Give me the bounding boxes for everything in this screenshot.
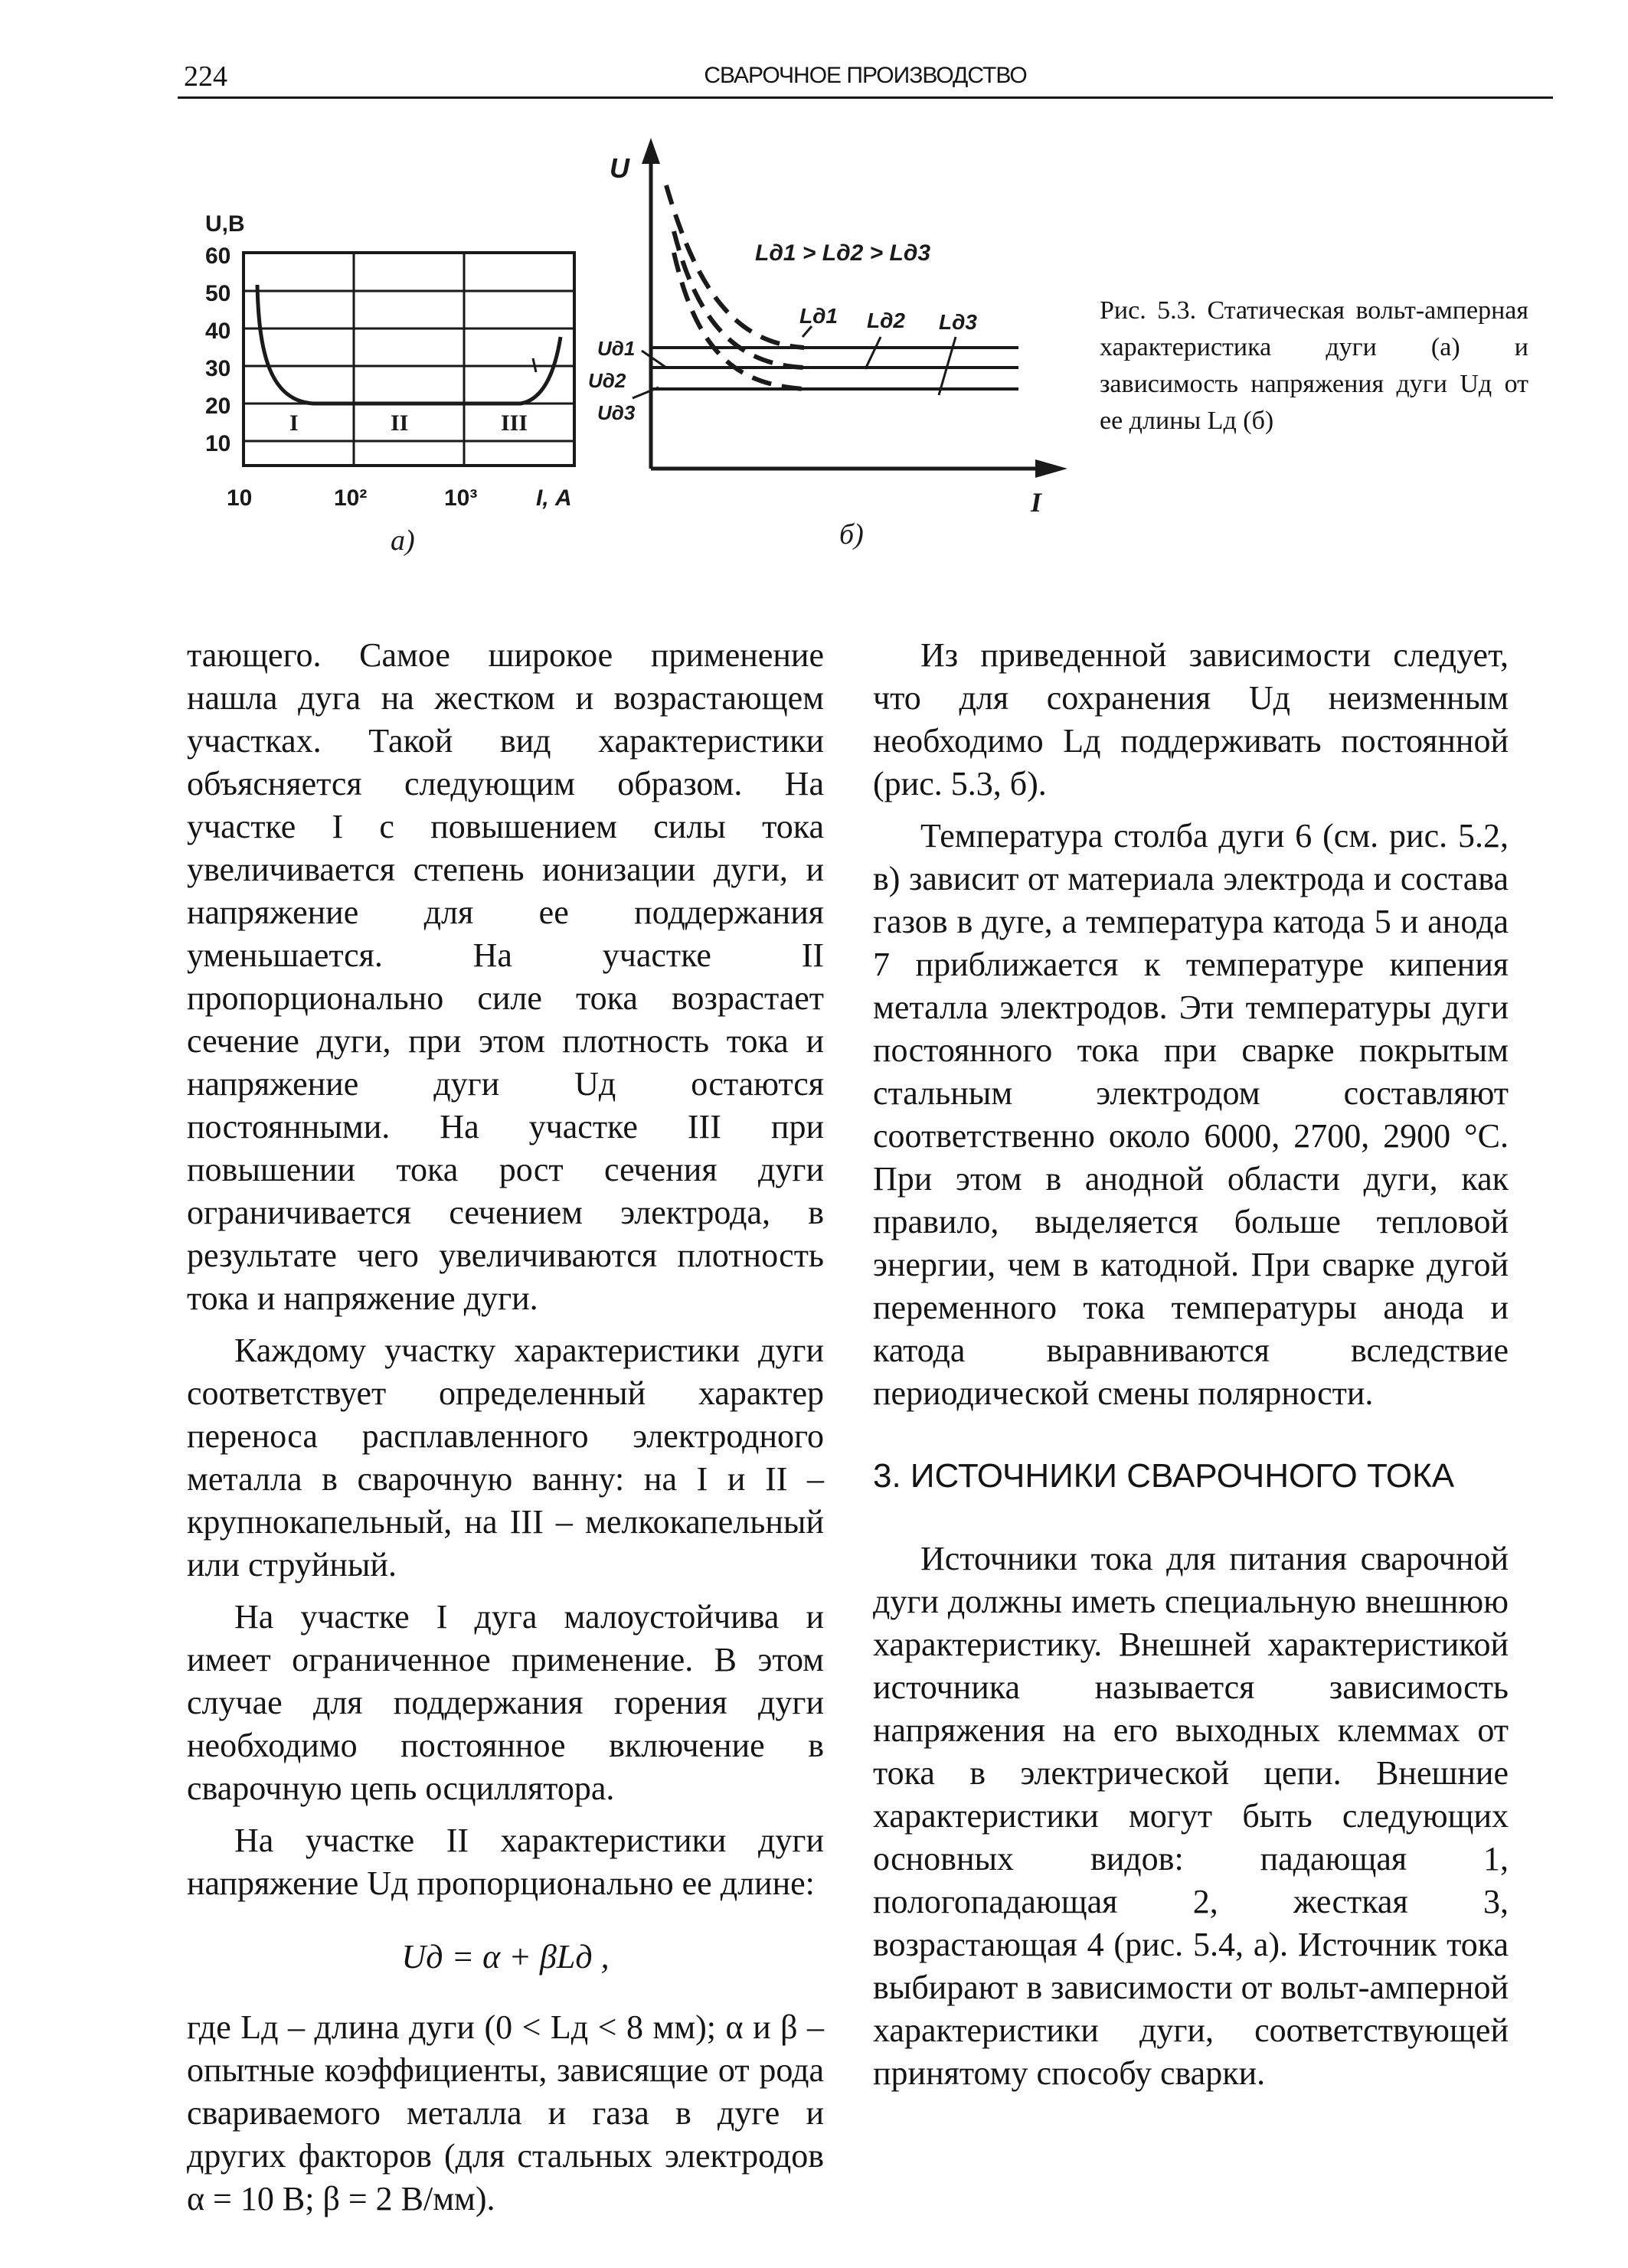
figure-caption: Рис. 5.3. Статическая вольт-амперная характеристика дуги (а) и зависимость напряжения дуги Uд от ее длины Lд (б): [1100, 296, 1528, 435]
panel-b-sublabel: б): [839, 518, 864, 551]
curve-label: Lд3: [939, 310, 977, 334]
curve-label: Lд1: [799, 304, 838, 328]
region-label: I: [289, 410, 299, 436]
level-label: Uд3: [597, 401, 636, 424]
leader-line: [642, 351, 666, 368]
y-axis-arrow: [642, 138, 660, 164]
paragraph: Температура столба дуги 6 (см. рис. 5.2, в) зависит от материала электрода и состава газов в дуге, а температура катода 5 и анода 7 приближается к температуре кипения металла электродов. Эти температуры дуги постоянного тока при сварке покрытым стальным электродом составляют соответственно около 6000, 2700, 2900 °С. При этом в анодной области дуги, как правило, выделяется больше тепловой энергии, чем в катодной. При сварке дугой переменного тока температуры анода и катода выравниваются вследствие периодической смены полярности.: [873, 817, 1509, 1412]
region-label: III: [501, 410, 528, 436]
y-tick: 50: [205, 281, 231, 306]
section-heading: 3. ИСТОЧНИКИ СВАРОЧНОГО ТОКА: [873, 1457, 1455, 1495]
y-tick: 30: [205, 356, 231, 381]
panel-b-labels: [588, 152, 1043, 518]
y-tick: 20: [205, 394, 231, 419]
relation-label: Lд1 > Lд2 > Lд3: [755, 240, 931, 266]
tick-mark: [533, 358, 536, 372]
level-label: Uд1: [597, 337, 636, 360]
panel-a-sublabel: а): [391, 525, 415, 557]
panel-b-x-label: I: [1031, 487, 1042, 518]
leader-line: [633, 387, 659, 398]
panel-a-y-label: U,В: [205, 211, 245, 237]
y-tick: 40: [205, 319, 231, 344]
x-tick: 10: [227, 485, 253, 511]
panel-b-y-label: U: [610, 152, 629, 184]
x-tick: 10³: [444, 485, 478, 511]
panel-a-x-label: I, А: [536, 485, 572, 511]
region-label: II: [391, 410, 409, 436]
paragraph: Из приведенной зависимости следует, что для сохранения Uд неизменным необходимо Lд поддерживать постоянной (рис. 5.3, б).: [873, 636, 1509, 802]
paragraph: На участке I дуга малоустойчива и имеет ограниченное применение. В этом случае для поддержания горения дуги необходимо постоянное включение в сварочную цепь осциллятора.: [187, 1598, 824, 1807]
level-label: Uд2: [588, 369, 626, 392]
right-column: [873, 634, 1509, 2095]
panel-b-chart: [633, 138, 1067, 478]
y-tick: 60: [205, 243, 231, 269]
arc-characteristic-curve: [257, 285, 561, 404]
x-tick: 10²: [334, 485, 368, 511]
y-tick: 10: [205, 431, 231, 456]
paragraph: На участке II характеристики дуги напряжение Uд пропорционально ее длине:: [187, 1822, 824, 1902]
page-number: 224: [184, 60, 227, 93]
paragraph: где Lд – длина дуги (0 < Lд < 8 мм); α и β – опытные коэффициенты, зависящие от рода свариваемого металла и газа в дуге и других факторов (для стальных электродов α = 10 В; β = 2 В/мм).: [187, 2008, 824, 2217]
curve-label: Lд2: [867, 309, 905, 332]
leader-line: [803, 326, 812, 337]
formula: Uд = α + βLд ,: [401, 1938, 610, 1976]
paragraph: Источники тока для питания сварочной дуги должны иметь специальную внешнюю характеристику. Внешней характеристикой источника называется зависимость напряжения на его выходных клеммах от тока в электрической цепи. Внешние характеристики могут быть следующих основных видов: падающая 1, пологопадающая 2, жесткая 3, возрастающая 4 (рис. 5.4, а). Источник тока выбирают в зависимости от вольт-амперной характеристики дуги, соответствующей принятому способу сварки.: [873, 1540, 1509, 2092]
paragraph: тающего. Самое широкое применение нашла дуга на жестком и возрастающем участках. Такой вид характеристики объясняется следующим образом. На участке I с повышением силы тока увеличивается степень ионизации дуги, и напряжение для ее поддержания уменьшается. На участке II пропорционально силе тока возрастает сечение дуги, при этом плотность тока и напряжение дуги Uд остаются постоянными. На участке III при повышении тока рост сечения дуги ограничивается сечением электрода, в результате чего увеличиваются плотность тока и напряжение дуги.: [187, 636, 824, 1317]
leader-line: [865, 337, 881, 369]
x-axis-arrow: [1035, 459, 1067, 478]
paragraph: Каждому участку характеристики дуги соответствует определенный характер переноса расплавленного электродного металла в сварочную ванну: на I и II – крупнокапельный, на III – мелкокапельный или струйный.: [187, 1332, 824, 1583]
running-title: СВАРОЧНОЕ ПРОИЗВОДСТВО: [704, 63, 1027, 88]
left-column: [187, 634, 824, 2221]
